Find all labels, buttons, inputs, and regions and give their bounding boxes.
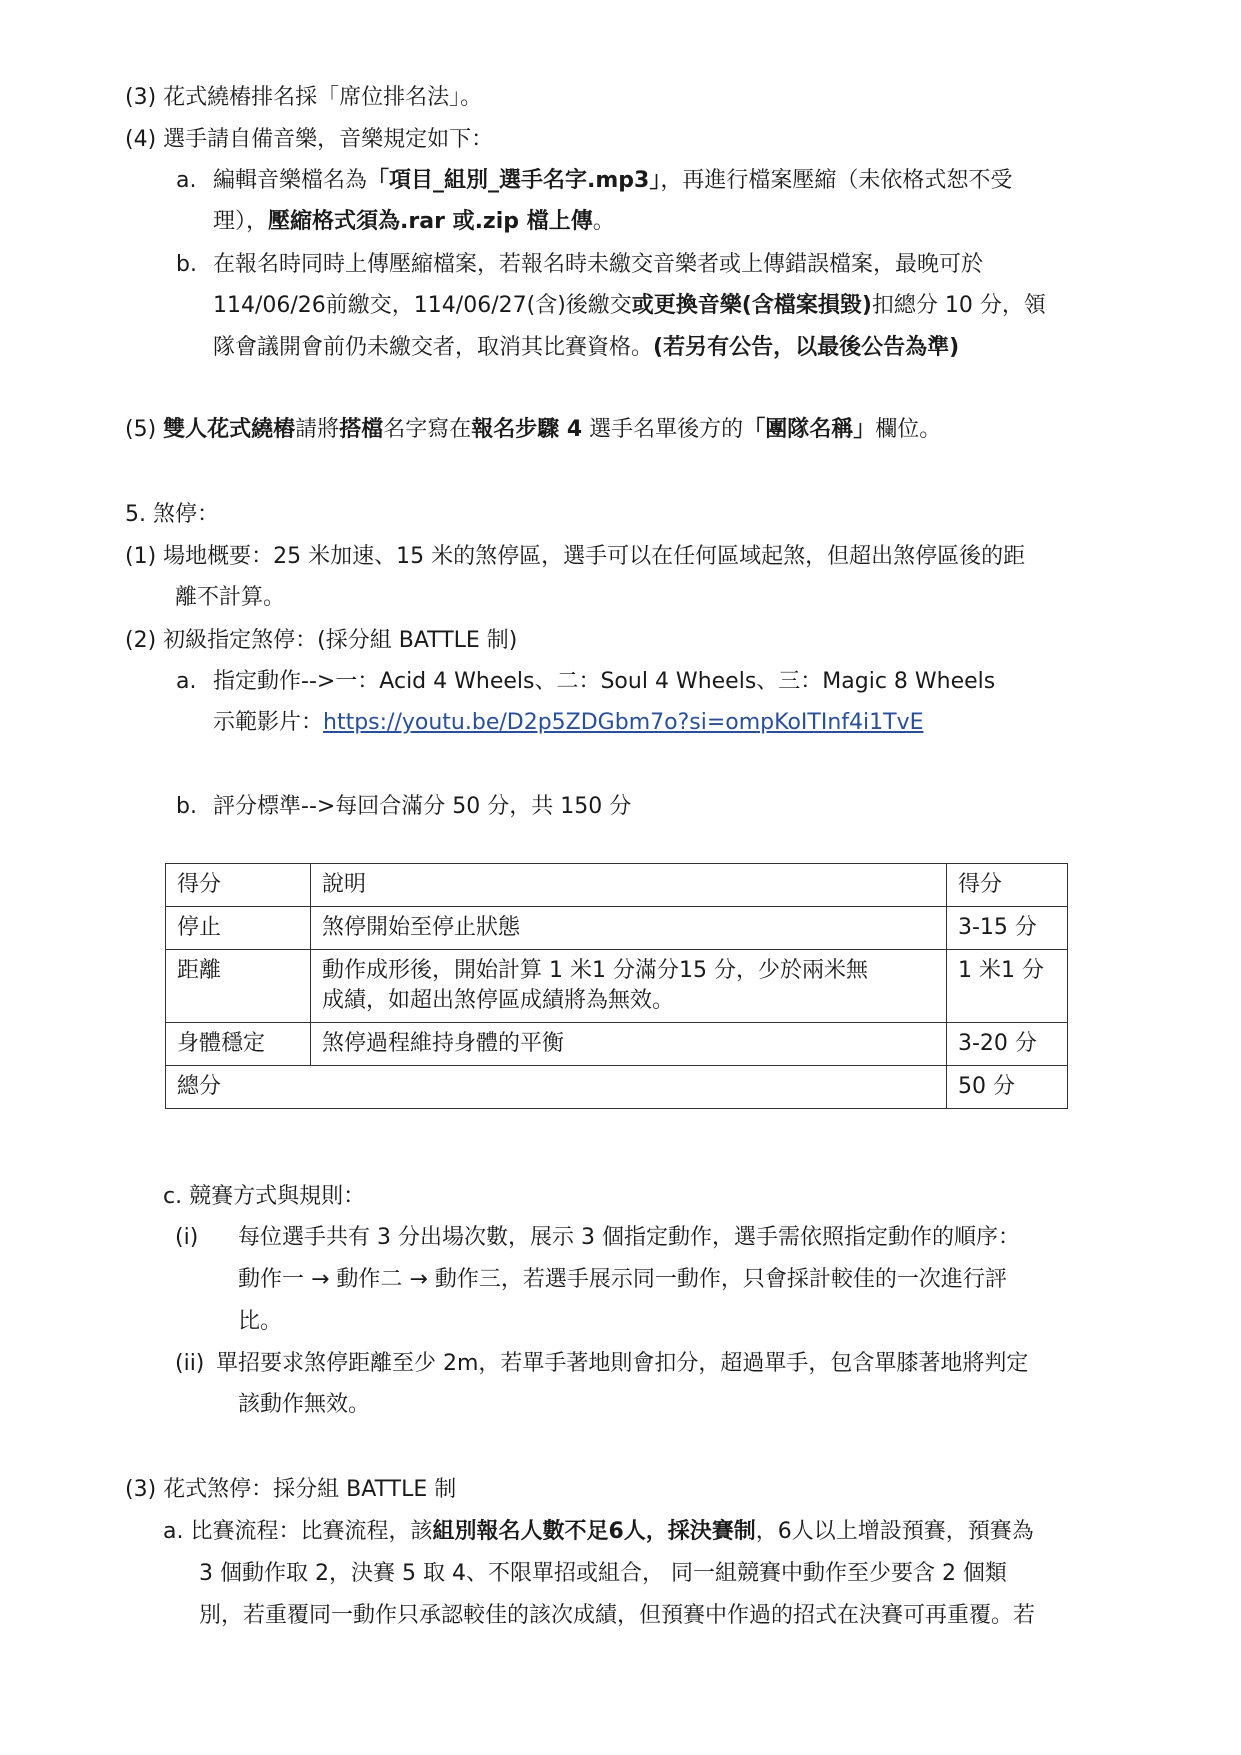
item-5-2a-video: [213, 708, 923, 738]
table-cell: 停止: [166, 907, 311, 950]
item-4-4b-line3: 隊會議開會前仍未繳交者，取消其比賽資格。(若另有公告，以最後公告為準): [213, 335, 960, 360]
table-cell-line: 動作成形後，開始計算 1 米1 分滿分15 分，少於兩米無: [322, 958, 868, 983]
table-cell: 3-15 分: [947, 907, 1068, 950]
video-label: 示範影片：: [213, 710, 324, 735]
item-4-4: (4) 選手請自備音樂，音樂規定如下：: [125, 127, 494, 152]
item-5-2-title: (2) 初級指定煞停：(採分組 BATTLE 制): [125, 628, 518, 653]
rule-ii-line1: 單招要求煞停距離至少 2m，若單手著地則會扣分，超過單手，包含單膝著地將判定: [216, 1351, 1029, 1376]
item-4-5: (5) 雙人花式繞樁請將搭檔名字寫在報名步驟 4 選手名單後方的「團隊名稱」欄位。: [125, 417, 942, 442]
item-4-4a-line1: 編輯音樂檔名為「項目_組別_選手名字.mp3」，再進行檔案壓縮（未依格式恕不受: [213, 168, 1013, 193]
table-cell: 1 米1 分: [947, 950, 1068, 1023]
item-5-1-line1: (1) 場地概要：25 米加速、15 米的煞停區，選手可以在任何區域起煞，但超出煞停區後的距: [125, 544, 1026, 569]
table-header-cell: 得分: [166, 864, 311, 907]
rule-i-line1: 每位選手共有 3 分出場次數，展示 3 個指定動作，選手需依照指定動作的順序：: [238, 1225, 1020, 1250]
rule-ii-marker: (ii): [175, 1351, 205, 1376]
table-row: [166, 950, 1068, 1023]
item-5-1-line2: 離不計算。: [175, 585, 286, 610]
scoring-table: [165, 863, 1068, 1109]
rule-i-marker: (i): [175, 1225, 199, 1250]
item-5-2b-marker: b.: [176, 794, 197, 819]
item-4-4b-marker: b.: [176, 252, 197, 277]
table-cell-line: 成績，如超出煞停區成績將為無效。: [322, 988, 675, 1013]
item-5-3a-line1: a. 比賽流程：比賽流程，該組別報名人數不足6人，採決賽制，6人以上增設預賽，預賽為: [163, 1519, 1034, 1544]
table-row: [166, 1023, 1068, 1066]
table-header-cell: 說明: [311, 864, 947, 907]
table-row: [166, 907, 1068, 950]
section-5-title: 5. 煞停：: [125, 502, 219, 527]
rule-i-line2: 動作一 → 動作二 → 動作三，若選手展示同一動作，只會採計較佳的一次進行評: [238, 1267, 1007, 1292]
item-5-3a-line3: 別，若重覆同一動作只承認較佳的該次成績，但預賽中作過的招式在決賽可再重覆。若: [199, 1603, 1036, 1628]
table-total-row: [166, 1066, 1068, 1109]
item-4-4b-line1: 在報名時同時上傳壓縮檔案，若報名時未繳交音樂者或上傳錯誤檔案，最晚可於: [213, 252, 984, 277]
item-5-2a-marker: a.: [176, 669, 197, 694]
item-5-2a-line1: 指定動作-->一：Acid 4 Wheels、二：Soul 4 Wheels、三：Magic 8 Wheels: [213, 669, 996, 694]
item-5-2c-title: c. 競賽方式與規則：: [163, 1184, 366, 1209]
item-5-2b-line: 評分標準-->每回合滿分 50 分，共 150 分: [213, 794, 632, 819]
table-header-cell: 得分: [947, 864, 1068, 907]
table-header-row: [166, 864, 1068, 907]
table-cell: 煞停開始至停止狀態: [311, 907, 947, 950]
item-5-3-title: (3) 花式煞停：採分組 BATTLE 制: [125, 1477, 457, 1502]
video-link[interactable]: https://youtu.be/D2p5ZDGbm7o?si=ompKoITInf4i1TvE: [323, 710, 924, 735]
table-total-value: 50 分: [947, 1066, 1068, 1109]
item-4-4a-marker: a.: [176, 168, 197, 193]
item-4-4b-line2: 114/06/26前繳交，114/06/27(含)後繳交或更換音樂(含檔案損毀)扣總分 10 分，領: [213, 293, 1046, 318]
item-5-3a-line2: 3 個動作取 2，決賽 5 取 4、不限單招或組合， 同一組競賽中動作至少要含 2 個類: [199, 1561, 1007, 1586]
table-cell: 3-20 分: [947, 1023, 1068, 1066]
table-cell: 身體穩定: [166, 1023, 311, 1066]
table-cell: [311, 950, 947, 1023]
item-4-4a-line2: 理），壓縮格式須為.rar 或.zip 檔上傳。: [213, 209, 615, 234]
table-total-label: 總分: [166, 1066, 947, 1109]
table-cell: 煞停過程維持身體的平衡: [311, 1023, 947, 1066]
rule-i-line3: 比。: [238, 1309, 283, 1334]
item-4-3: (3) 花式繞樁排名採「席位排名法」。: [125, 85, 483, 110]
rule-ii-line2: 該動作無效。: [238, 1392, 371, 1417]
table-cell: 距離: [166, 950, 311, 1023]
